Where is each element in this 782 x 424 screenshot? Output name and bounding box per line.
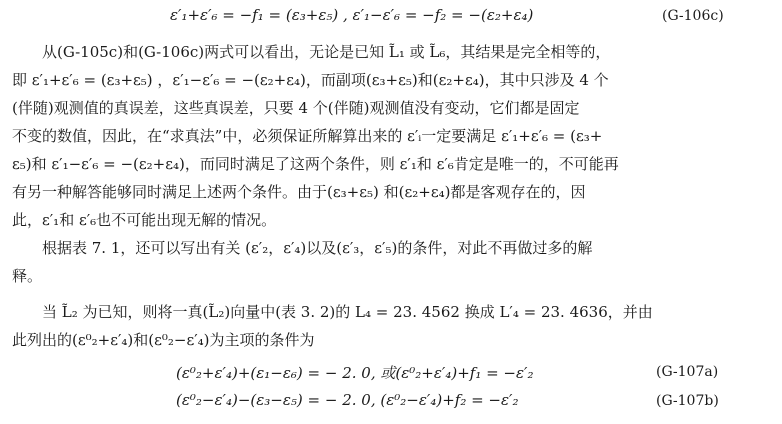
equation-g107b: (ε⁰₂−ε′₄)−(ε₃−ε₅) = − 2. 0, (ε⁰₂−ε′₄)+f₂ = −ε′₂ [176, 391, 519, 409]
text-line: 根据表 7. 1，还可以写出有关 (ε′₂，ε′₄)以及(ε′₃，ε′₅)的条件，对此不再做过多的解 [42, 239, 593, 257]
text-line: 释。 [12, 267, 43, 285]
equation-g106c: ε′₁+ε′₆ = −f₁ = (ε₃+ε₅) , ε′₁−ε′₆ = −f₂ = −(ε₂+ε₄) [170, 6, 534, 24]
text-line: 从(G-105c)和(G-106c)两式可以看出，无论是已知 L̃₁ 或 L̃₆，其结果是完全相等的， [42, 43, 611, 61]
text-line: 即 ε′₁+ε′₆ = (ε₃+ε₅) ，ε′₁−ε′₆ = −(ε₂+ε₄)，而副项(ε₃+ε₅)和(ε₂+ε₄)，其中只涉及 4 个 [12, 71, 609, 89]
equation-tag-g106c: (G-106c) [662, 8, 724, 24]
equation-tag-g107b: (G-107b) [656, 393, 719, 409]
paragraph-2 [12, 234, 774, 290]
equation-g107a: (ε⁰₂+ε′₄)+(ε₁−ε₆) = − 2. 0, 或(ε⁰₂+ε′₄)+f₁ = −ε′₂ [176, 364, 534, 382]
text-line: 不变的数值，因此，在“求真法”中，必须保证所解算出来的 ε′ᵢ一定要满足 ε′₁+ε′₆ = (ε₃+ [12, 127, 603, 145]
text-line: ε₅)和 ε′₁−ε′₆ = −(ε₂+ε₄)，而同时满足了这两个条件，则 ε′₁和 ε′₆肯定是唯一的，不可能再 [12, 155, 619, 173]
paragraph-1 [12, 38, 774, 234]
paragraph-3 [12, 298, 774, 354]
text-line: (伴随)观测值的真误差，这些真误差，只要 4 个(伴随)观测值没有变动，它们都是固定 [12, 99, 580, 117]
text-line: 此列出的(ε⁰₂+ε′₄)和(ε⁰₂−ε′₄)为主项的条件为 [12, 331, 315, 349]
text-line: 有另一种解答能够同时满足上述两个条件。由于(ε₃+ε₅) 和(ε₂+ε₄)都是客观存在的，因 [12, 183, 586, 201]
equation-tag-g107a: (G-107a) [656, 364, 719, 380]
text-line: 当 L̃₂ 为已知，则将一真(L̃₂)向量中(表 3. 2)的 L₄ = 23. 4562 换成 L′₄ = 23. 4636，并由 [42, 303, 653, 321]
text-line: 此，ε′₁和 ε′₆也不可能出现无解的情况。 [12, 211, 277, 229]
